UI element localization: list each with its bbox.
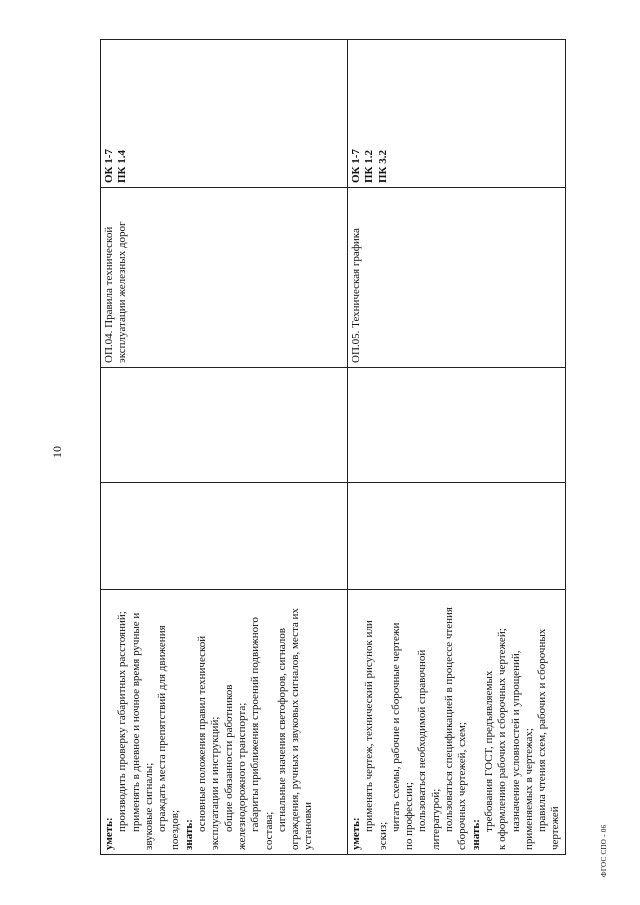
requirement-line: сборочных чертежей, схем; <box>456 722 469 850</box>
requirement-line: требования ГОСТ, предъявляемых <box>482 670 495 832</box>
requirement-line: правила чтения схем, рабочих и сборочных <box>536 628 549 832</box>
competency-code: ПК 1.2 <box>363 149 376 183</box>
requirements-cell <box>348 590 566 855</box>
requirement-line: применяемых в чертежах; <box>522 728 535 850</box>
requirement-line: общие обязанности работников <box>222 684 235 832</box>
requirement-line: поездов; <box>169 809 182 850</box>
requirement-line: производить проверку габаритных расстояний; <box>116 611 129 832</box>
empty-cell <box>348 368 566 483</box>
requirement-line: ограждения, ручных и звуковых сигналов, места их <box>289 608 302 850</box>
requirements-cell <box>101 590 348 855</box>
requirement-line: знать: <box>469 819 482 850</box>
requirement-line: установки <box>302 801 315 850</box>
requirement-line: читать схемы, рабочие и сборочные чертежи <box>389 622 402 832</box>
requirement-line: знать: <box>182 819 195 850</box>
requirement-line: к оформлению рабочих и сборочных чертежей; <box>496 628 509 850</box>
curriculum-table <box>100 39 566 855</box>
requirement-line: уметь: <box>350 817 362 850</box>
requirement-line: эскиз; <box>376 821 389 850</box>
competency-code: ПК 1.4 <box>116 149 129 183</box>
requirement-line: габариты приближения строений подвижного <box>249 617 262 832</box>
discipline-cell: ОП.04. Правила технической эксплуатации железных дорог <box>101 188 348 368</box>
page-number: 10 <box>50 446 64 458</box>
competencies-cell <box>348 40 566 188</box>
competencies-cell <box>101 40 348 188</box>
competency-code: ОК 1-7 <box>103 149 115 183</box>
requirement-line: применять чертеж, технический рисунок или <box>363 620 376 832</box>
requirement-line: по профессии; <box>403 782 416 850</box>
competency-code: ПК 3.2 <box>376 149 389 183</box>
competency-code: ОК 1-7 <box>350 149 362 183</box>
requirement-line: применять в дневное и ночное время ручные и <box>129 612 142 832</box>
empty-cell <box>101 368 348 483</box>
requirement-line: звуковые сигналы; <box>142 762 155 850</box>
requirement-line: пользоваться необходимой справочной <box>416 649 429 832</box>
requirement-line: пользоваться спецификацией в процессе чтения <box>443 607 456 832</box>
requirement-line: состава; <box>262 811 275 850</box>
table-row <box>101 40 348 855</box>
requirement-line: ограждать места препятствий для движения <box>156 625 169 832</box>
empty-cell <box>101 483 348 590</box>
requirement-line: чертежей <box>549 806 562 850</box>
requirement-line: литературой; <box>429 788 442 850</box>
table-row <box>348 40 566 855</box>
requirement-line: основные положения правил технической <box>196 635 209 832</box>
requirement-line: уметь: <box>103 817 115 850</box>
requirement-line: сигнальные значения светофоров, сигналов <box>275 628 288 832</box>
requirement-line: назначение условностей и упрощений, <box>509 650 522 832</box>
requirement-line: эксплуатации и инструкций; <box>209 716 222 850</box>
requirement-line: железнодорожного транспорта; <box>235 702 248 850</box>
discipline-cell: ОП.05. Техническая графика <box>348 188 566 368</box>
empty-cell <box>348 483 566 590</box>
footer-code: ФГОС СПО - 06 <box>600 824 608 877</box>
